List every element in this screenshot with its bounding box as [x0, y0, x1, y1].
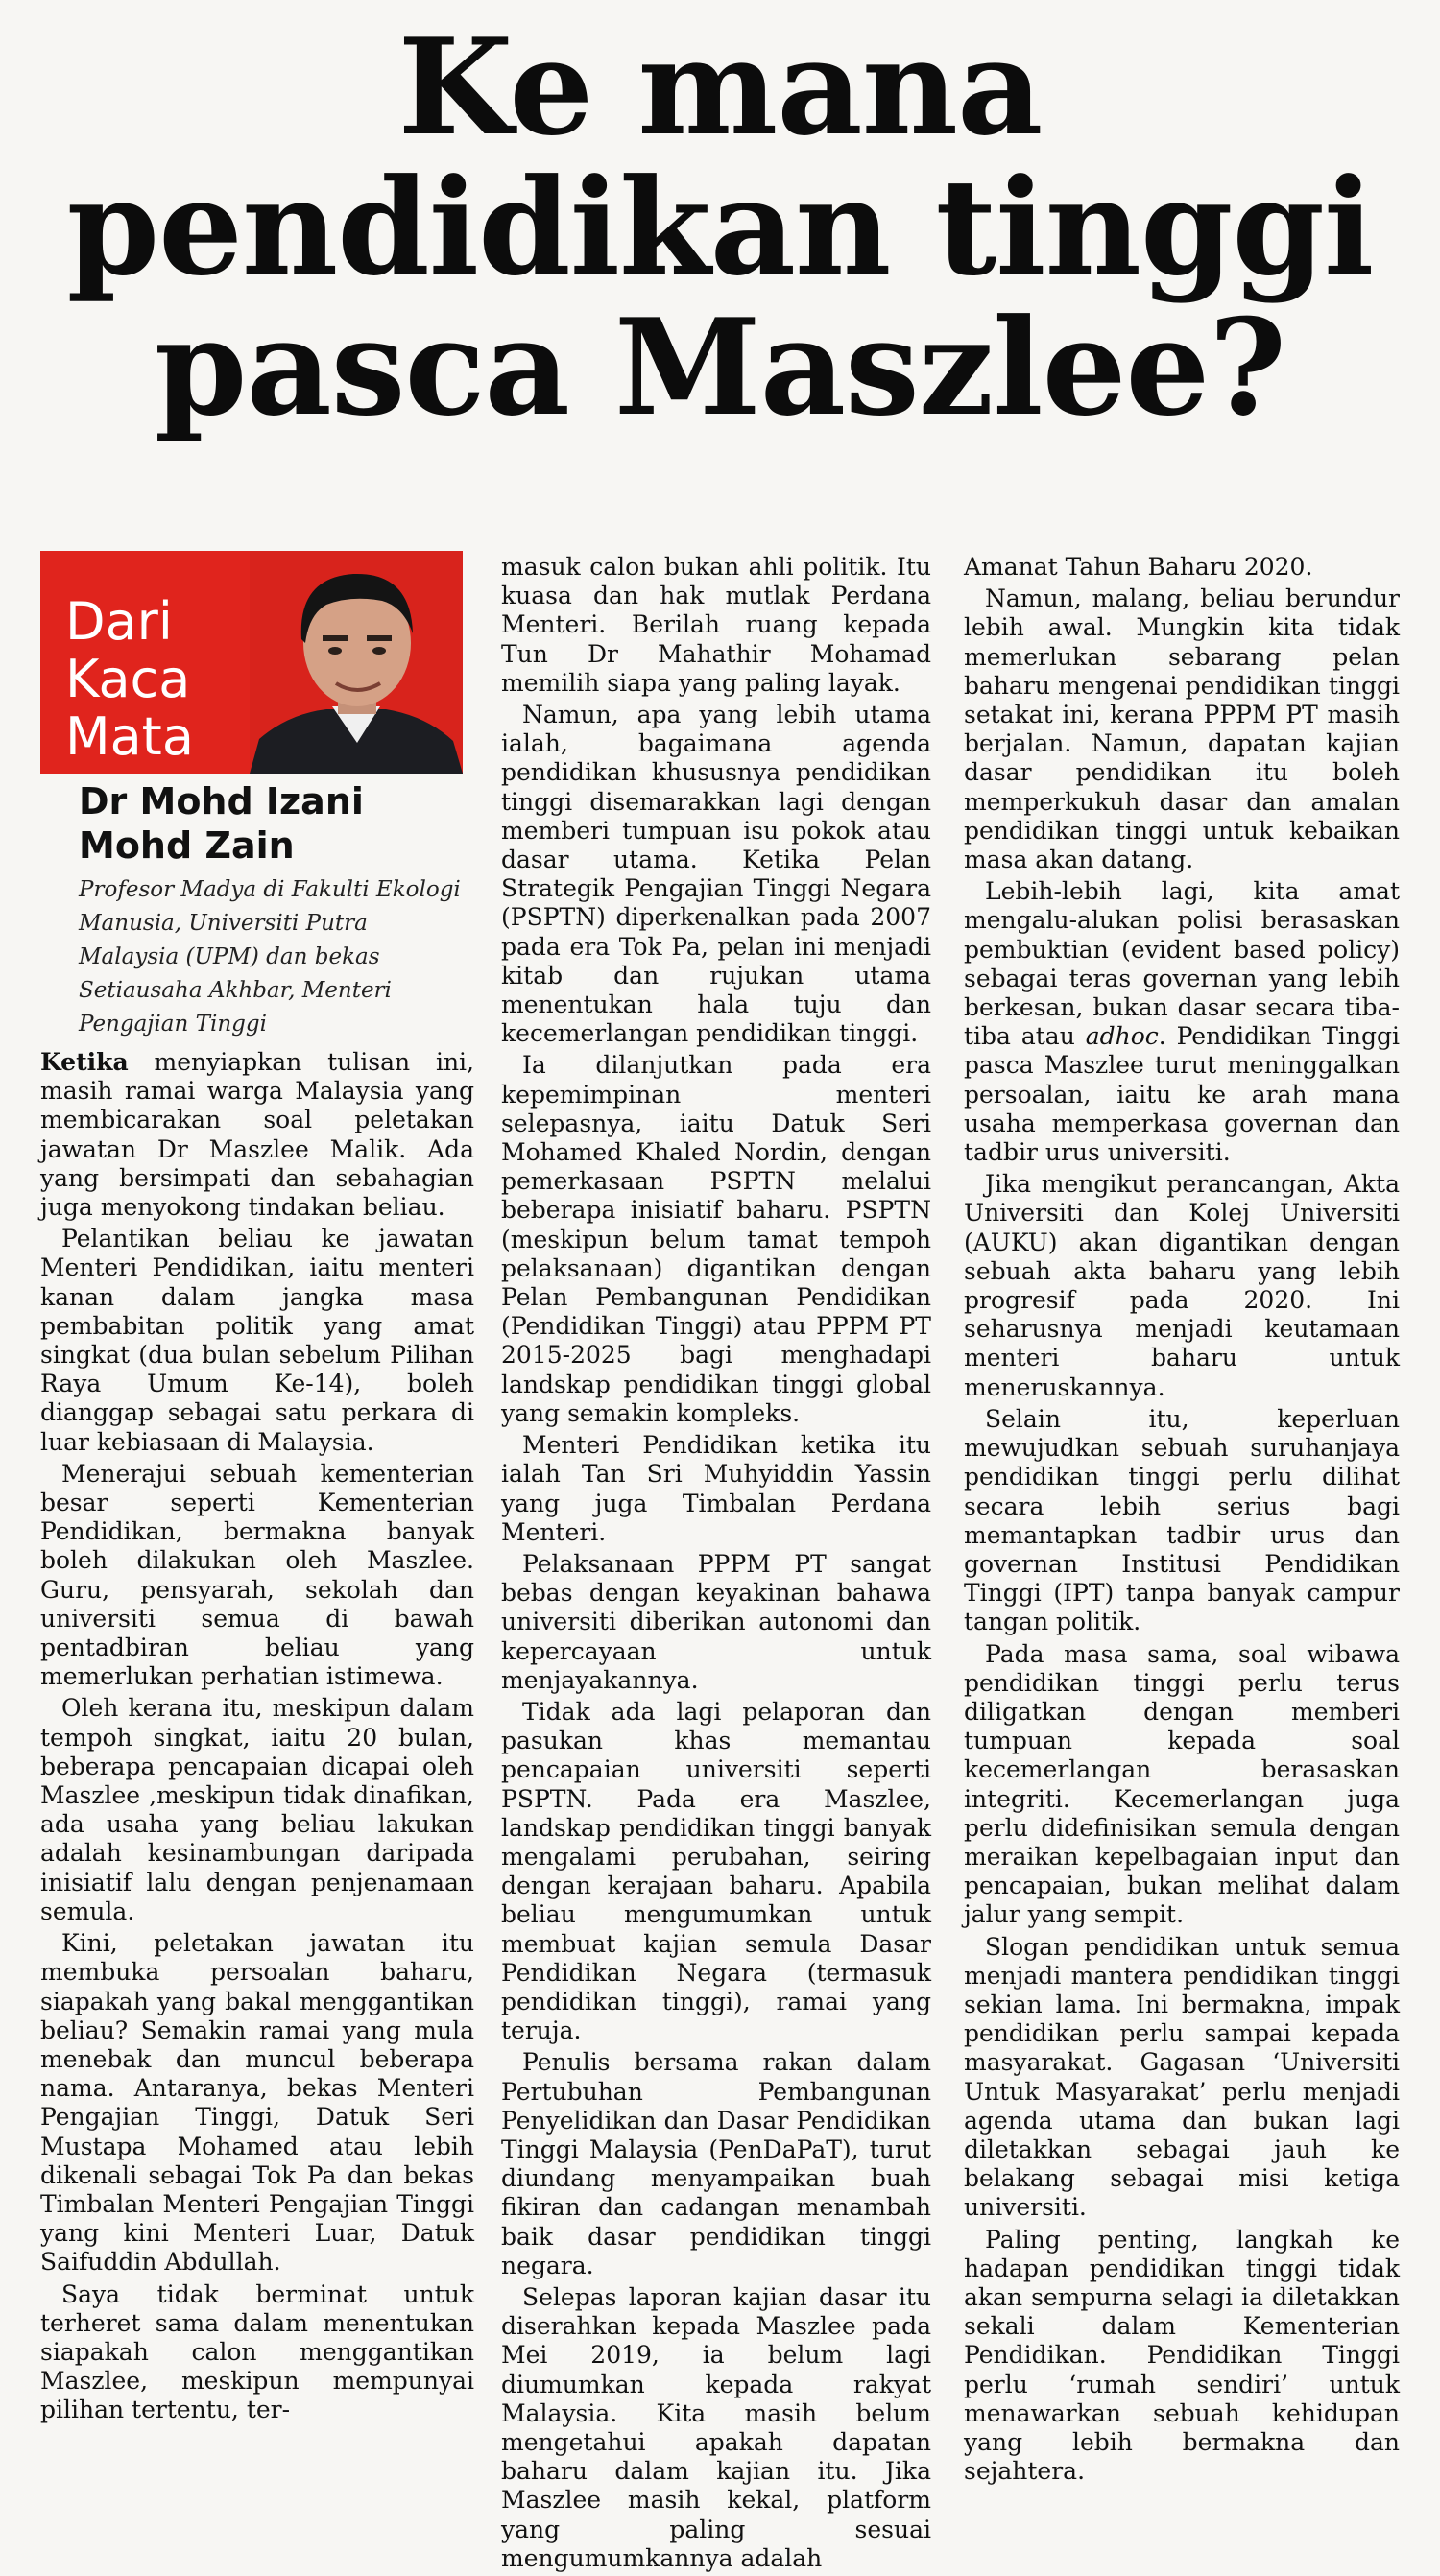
article-column-3 — [964, 553, 1400, 2489]
paragraph — [964, 877, 1400, 1167]
banner-line-1: Dari — [65, 591, 173, 652]
paragraph: Slogan pendidikan untuk semua menjadi mantera pendidikan tinggi sekian lama. Ini bermakna, impak pendidikan perlu sampai kepada masyarakat. Gagasan ‘Universiti Untuk Masyarakat’ perlu menjadi agenda utama dan bukan lagi diletakkan sebagai jauh ke belakang sebagai misi ketiga universiti. — [964, 1932, 1400, 2222]
paragraph: Namun, malang, beliau berundur lebih awal. Mungkin kita tidak memerlukan sebarang pelan baharu mengenai pendidikan tinggi setakat ini, kerana PPPM PT masih berjalan. Namun, dapatan kajian dasar pendidikan itu boleh memperkukuh dasar dan amalan pendidikan tinggi untuk kebaikan masa akan datang. — [964, 584, 1400, 874]
article-column-1 — [40, 1048, 474, 2428]
paragraph: Selain itu, keperluan mewujudkan sebuah suruhanjaya pendidikan tinggi perlu dilihat secara lebih serius bagi memantapkan tadbir urus dan governan Institusi Pendidikan Tinggi (IPT) tanpa banyak campur tangan politik. — [964, 1404, 1400, 1636]
lead-word: Ketika — [40, 1048, 129, 1076]
paragraph: Namun, apa yang lebih utama ialah, bagaimana agenda pendidikan khususnya pendidikan tinggi disemarakkan lagi dengan memberi tumpuan isu pokok atau dasar utama. Ketika Pelan Strategik Pengajian Tinggi Negara (PSPTN) diperkenalkan pada 2007 pada era Tok Pa, pelan ini menjadi kitab dan rujukan utama menentukan hala tuju dan kecemerlangan pendidikan tinggi. — [501, 701, 931, 1048]
paragraph: Kini, peletakan jawatan itu membuka persoalan baharu, siapakah yang bakal menggantikan beliau? Semakin ramai yang mula menebak dan muncul beberapa nama. Antaranya, bekas Menteri Pengajian Tinggi, Datuk Seri Mustapa Mohamed atau lebih dikenali sebagai Tok Pa dan bekas Timbalan Menteri Pengajian Tinggi yang kini Menteri Luar, Datuk Saifuddin Abdullah. — [40, 1929, 474, 2277]
author-portrait — [250, 551, 463, 774]
paragraph: Selepas laporan kajian dasar itu diserahkan kepada Maszlee pada Mei 2019, ia belum lagi diumumkan kepada rakyat Malaysia. Kita masih belum mengetahui apakah dapatan baharu dalam kajian itu. Jika Maszlee masih kekal, platform yang paling sesuai mengumumkannya adalah — [501, 2282, 931, 2572]
author-name — [79, 779, 474, 868]
author-name-line-1: Dr Mohd Izani — [79, 780, 364, 823]
paragraph: Jika mengikut perancangan, Akta Universiti dan Kolej Universiti (AUKU) akan digantikan dengan sebuah akta baharu yang lebih progresif pada 2020. Ini seharusnya menjadi keutamaan menteri baharu untuk meneruskannya. — [964, 1170, 1400, 1401]
paragraph: Pelantikan beliau ke jawatan Menteri Pendidikan, iaitu menteri kanan dalam jangka masa pembabitan politik yang amat singkat (dua bulan sebelum Pilihan Raya Umum Ke-14), boleh dianggap sebagai satu perkara di luar kebiasaan di Malaysia. — [40, 1225, 474, 1456]
paragraph: Oleh kerana itu, meskipun dalam tempoh singkat, iaitu 20 bulan, beberapa pencapaian dicapai oleh Maszlee ,meskipun tidak dinafikan, ada usaha yang beliau lakukan adalah kesinambungan daripada inisiatif lalu dengan penjenamaan semula. — [40, 1694, 474, 1925]
paragraph: Saya tidak berminat untuk terheret sama dalam menentukan siapakah calon menggantikan Maszlee, meskipun mempunyai pilihan tertentu, ter- — [40, 2279, 474, 2424]
paragraph: masuk calon bukan ahli politik. Itu kuasa dan hak mutlak Perdana Menteri. Berilah ruang kepada Tun Dr Mahathir Mohamad memilih siapa yang paling layak. — [501, 553, 931, 697]
paragraph-text: . Pendidikan Tinggi pasca Maszlee turut meninggalkan persoalan, iaitu ke arah mana usaha memperkasa governan dan tadbir urus universiti. — [964, 1022, 1400, 1167]
article-column-2 — [501, 553, 931, 2576]
column-banner-title — [65, 593, 194, 766]
banner-line-3: Mata — [65, 706, 194, 767]
author-name-line-2: Mohd Zain — [79, 824, 295, 867]
italic-term: adhoc — [1085, 1022, 1159, 1051]
paragraph: Ia dilanjutkan pada era kepemimpinan menteri selepasnya, iaitu Datuk Seri Mohamed Khaled Nordin, dengan pemerkasaan PSPTN melalui beberapa inisiatif baharu. PSPTN (meskipun belum tamat tempoh pelaksanaan) digantikan dengan Pelan Pembangunan Pendidikan (Pendidikan Tinggi) atau PPPM PT 2015-2025 bagi menghadapi landskap pendidikan tinggi global yang semakin kompleks. — [501, 1051, 931, 1427]
paragraph-text: menyiapkan tulisan ini, masih ramai warga Malaysia yang membicarakan soal peletakan jawatan Dr Maszlee Malik. Ada yang bersimpati dan sebahagian juga menyokong tindakan beliau. — [40, 1048, 474, 1222]
paragraph: Menteri Pendidikan ketika itu ialah Tan Sri Muhyiddin Yassin yang juga Timbalan Perdana Menteri. — [501, 1431, 931, 1546]
paragraph: Amanat Tahun Baharu 2020. — [964, 553, 1313, 581]
author-byline — [40, 775, 474, 1041]
headline: Ke mana pendidikan tinggi pasca Maszlee? — [66, 9, 1374, 445]
column-banner — [40, 551, 463, 774]
paragraph: Paling penting, langkah ke hadapan pendidikan tinggi tidak akan sempurna selagi ia diletakkan sekali dalam Kementerian Pendidikan. Pendidikan Tinggi perlu ‘rumah sendiri’ untuk menawarkan sebuah kehidupan yang lebih bermakna dan sejahtera. — [964, 2225, 1400, 2486]
paragraph — [40, 1048, 474, 1222]
paragraph: Tidak ada lagi pelaporan dan pasukan khas memantau pencapaian universiti seperti PSPTN. Pada era Maszlee, landskap pendidikan tinggi banyak mengalami perubahan, seiring dengan kerajaan baharu. Apabila beliau mengumumkan untuk membuat kajian semula Dasar Pendidikan Negara (termasuk pendidikan tinggi), ramai yang teruja. — [501, 1697, 931, 2045]
paragraph: Pelaksanaan PPPM PT sangat bebas dengan keyakinan bahawa universiti diberikan autonomi dan kepercayaan untuk menjayakannya. — [501, 1549, 931, 1694]
paragraph: Penulis bersama rakan dalam Pertubuhan Pembangunan Penyelidikan dan Dasar Pendidikan Tinggi Malaysia (PenDaPaT), turut diundang menyampaikan buah fikiran dan cadangan menambah baik dasar pendidikan tinggi negara. — [501, 2048, 931, 2279]
paragraph: Pada masa sama, soal wibawa pendidikan tinggi perlu terus diligatkan dengan memberi tumpuan kepada soal kecemerlangan berasaskan integriti. Kecemerlangan juga perlu didefinisikan semula dengan meraikan kepelbagaian input dan pencapaian, bukan melihat dalam jalur yang sempit. — [964, 1639, 1400, 1929]
paragraph-text: Lebih-lebih lagi, kita amat mengalu-alukan polisi berasaskan pembuktian (evident based policy) sebagai teras governan yang lebih berkesan, bukan dasar secara tiba-tiba atau — [964, 877, 1400, 1051]
paragraph: Menerajui sebuah kementerian besar seperti Kementerian Pendidikan, bermakna banyak boleh dilakukan oleh Maszlee. Guru, pensyarah, sekolah dan universiti semua di bawah pentadbiran beliau yang memerlukan perhatian istimewa. — [40, 1459, 474, 1691]
author-role: Profesor Madya di Fakulti Ekologi Manusia, Universiti Putra Malaysia (UPM) dan bekas Setiausaha Akhbar, Menteri Pengajian Tinggi — [79, 877, 461, 1037]
banner-line-2: Kaca — [65, 649, 191, 709]
